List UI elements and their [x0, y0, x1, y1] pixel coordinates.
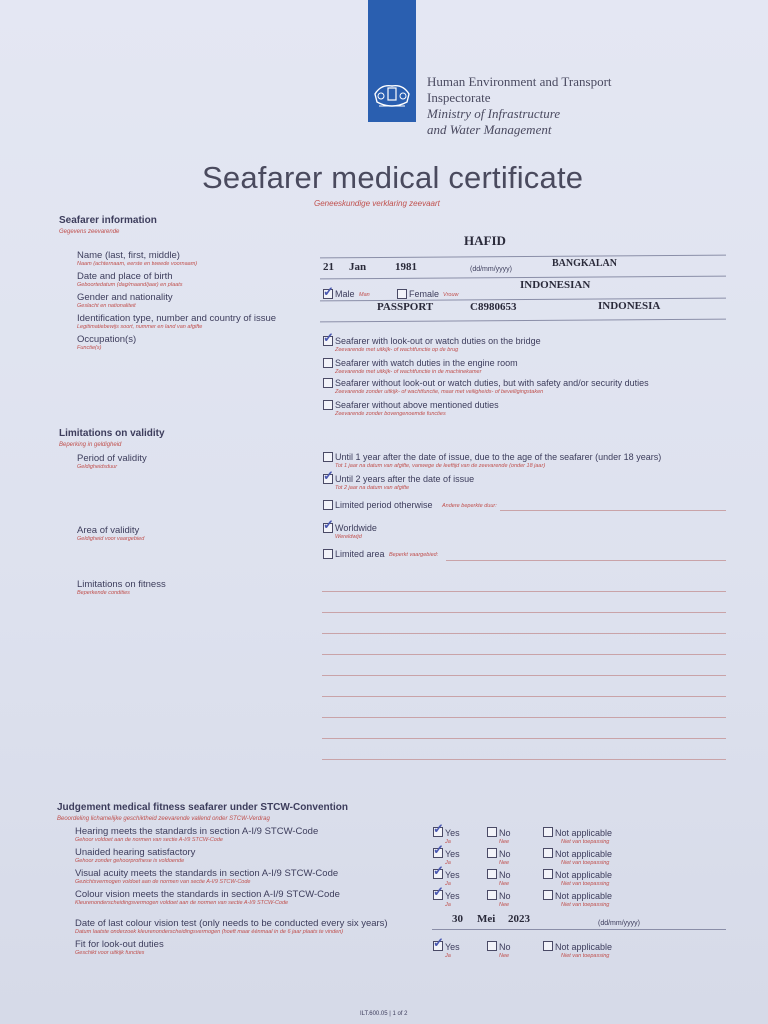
- id-label: Identification type, number and country of issue: [77, 313, 277, 324]
- colour-vision-na-label-nl: Niet van toepassing: [561, 902, 610, 908]
- visual-acuity-label-nl: Gezichtsvermogen voldoet aan de normen van sectie A-I/9 STCW-Code: [75, 879, 251, 885]
- checkmark-icon: ✓: [433, 935, 444, 950]
- lookout-label-nl: Geschikt voor uitkijk functies: [75, 950, 145, 956]
- area-label-nl: Geldigheid voor vaargebied: [77, 536, 145, 542]
- fitness-line[interactable]: [322, 759, 726, 760]
- limited-area-checkbox[interactable]: [323, 549, 333, 559]
- visual-acuity-na-checkbox[interactable]: [543, 869, 553, 879]
- colour-vision-no-label-nl: Nee: [499, 902, 510, 908]
- period-2-years-label: Until 2 years after the date of issue: [335, 474, 475, 484]
- colour-test-month[interactable]: Mei: [477, 913, 496, 925]
- gender-label-nl: Geslacht en nationaliteit: [77, 303, 136, 309]
- page-subtitle: Geneeskundige verklaring zeevaart: [314, 199, 440, 208]
- male-option-label-nl: Man: [359, 292, 370, 298]
- hearing-yes-label-nl: Ja: [445, 839, 451, 845]
- lookout-no-label-nl: Nee: [499, 953, 510, 959]
- colour-vision-no-label: No: [499, 891, 511, 901]
- checkmark-icon: ✓: [323, 284, 334, 299]
- colour-test-year[interactable]: 2023: [508, 913, 530, 925]
- limited-period-checkbox[interactable]: [323, 500, 333, 510]
- lookout-no-label: No: [499, 942, 511, 952]
- unaided-hearing-no-label: No: [499, 849, 511, 859]
- lookout-no-checkbox[interactable]: [487, 941, 497, 951]
- hearing-na-label-nl: Niet van toepassing: [561, 839, 610, 845]
- page-title: Seafarer medical certificate: [202, 160, 584, 195]
- colour-test-date-format-hint: (dd/mm/yyyy): [598, 920, 640, 927]
- occupation-bridge-label-nl: Zeevarende met uitkijk- of wachtfunctie op de brug: [335, 347, 459, 353]
- lookout-yes-label-nl: Ja: [445, 953, 451, 959]
- lookout-yes-label: Yes: [445, 942, 460, 952]
- dob-label: Date and place of birth: [77, 271, 173, 282]
- period-1-year-label-nl: Tot 1 jaar na datum van afgifte, vanwege de leeftijd van de zeevarende (onder 18 jaar): [335, 463, 546, 469]
- occupation-label-nl: Functie(s): [77, 345, 102, 351]
- org-line-4: and Water Management: [427, 122, 552, 137]
- id-field-line: [320, 319, 726, 323]
- dob-month[interactable]: Jan: [349, 261, 367, 273]
- visual-acuity-na-label-nl: Niet van toepassing: [561, 881, 610, 887]
- checkmark-icon: ✓: [323, 517, 334, 532]
- period-label-nl: Geldigheidsduur: [77, 464, 118, 470]
- limited-period-label-nl: Andere beperkte duur:: [442, 503, 497, 509]
- colour-vision-na-label: Not applicable: [555, 891, 613, 901]
- hearing-label: Hearing meets the standards in section A-I/9 STCW-Code: [75, 826, 319, 837]
- checkmark-icon: ✓: [323, 330, 334, 345]
- org-line-1: Human Environment and Transport: [427, 74, 612, 89]
- checkmark-icon: ✓: [433, 821, 444, 836]
- hearing-no-checkbox[interactable]: [487, 827, 497, 837]
- lookout-na-checkbox[interactable]: [543, 941, 553, 951]
- id-type-value[interactable]: PASSPORT: [377, 301, 434, 313]
- dob-label-nl: Geboortedatum (dag/maand/jaar) en plaats: [77, 282, 183, 288]
- checkmark-icon: ✓: [433, 842, 444, 857]
- unaided-hearing-yes-label-nl: Ja: [445, 860, 451, 866]
- female-option-label-nl: Vrouw: [443, 292, 459, 298]
- occupation-engine-label: Seafarer with watch duties in the engine room: [335, 358, 518, 368]
- fitness-line[interactable]: [322, 696, 726, 697]
- limited-period-label: Limited period otherwise: [335, 500, 433, 510]
- hearing-label-nl: Gehoor voldoet aan de normen van sectie A-I/9 STCW-Code: [75, 837, 223, 843]
- unaided-hearing-no-label-nl: Nee: [499, 860, 510, 866]
- lookout-na-label: Not applicable: [555, 942, 613, 952]
- judgement-heading-nl: Beoordeling lichamelijke geschiktheid zeevarende vallend onder STCW-Verdrag: [57, 816, 270, 822]
- unaided-hearing-yes-label: Yes: [445, 849, 460, 859]
- visual-acuity-label: Visual acuity meets the standards in section A-I/9 STCW-Code: [75, 868, 339, 879]
- gender-label: Gender and nationality: [77, 292, 173, 303]
- occupation-none-label: Seafarer without above mentioned duties: [335, 400, 499, 410]
- period-label: Period of validity: [77, 453, 147, 464]
- colour-test-date-label-nl: Datum laatste onderzoek kleurenonderscheidingsvermogen (hoeft maar éénmaal in de 6 jaar plaats te vinden): [75, 929, 344, 935]
- occupation-safety-label: Seafarer without look-out or watch duties, but with safety and/or security duties: [335, 378, 649, 388]
- name-value[interactable]: HAFID: [464, 233, 506, 248]
- visual-acuity-no-label: No: [499, 870, 511, 880]
- colour-vision-yes-label: Yes: [445, 891, 460, 901]
- worldwide-label: Worldwide: [335, 523, 377, 533]
- dob-format-hint: (dd/mm/yyyy): [470, 266, 512, 273]
- occupation-safety-checkbox[interactable]: [323, 378, 333, 388]
- female-option-label: Female: [409, 289, 440, 299]
- fitness-line[interactable]: [322, 612, 726, 613]
- male-option-label: Male: [335, 289, 355, 299]
- fitness-line[interactable]: [322, 738, 726, 739]
- colour-vision-na-checkbox[interactable]: [543, 890, 553, 900]
- visual-acuity-yes-label-nl: Ja: [445, 881, 451, 887]
- visual-acuity-no-checkbox[interactable]: [487, 869, 497, 879]
- hearing-na-label: Not applicable: [555, 828, 613, 838]
- visual-acuity-na-label: Not applicable: [555, 870, 613, 880]
- id-number-value[interactable]: C8980653: [470, 301, 517, 313]
- fitness-line[interactable]: [322, 633, 726, 634]
- fitness-line[interactable]: [322, 591, 726, 592]
- organisation-name: [427, 74, 612, 138]
- fitness-limitations-label: Limitations on fitness: [77, 579, 166, 590]
- unaided-hearing-na-label: Not applicable: [555, 849, 613, 859]
- org-line-3: Ministry of Infrastructure: [427, 106, 561, 121]
- occupation-none-checkbox[interactable]: [323, 400, 333, 410]
- occupation-none-label-nl: Zeevarende zonder bovengenoemde functies: [335, 411, 446, 417]
- coat-of-arms-icon: [371, 80, 413, 110]
- hearing-no-label-nl: Nee: [499, 839, 510, 845]
- seafarer-info-heading: Seafarer information: [59, 215, 157, 226]
- limited-area-line: [446, 560, 726, 561]
- occupation-label: Occupation(s): [77, 334, 137, 345]
- id-label-nl: Legitimatiebewijs soort, nummer en land van afgifte: [77, 324, 203, 330]
- occupation-bridge-label: Seafarer with look-out or watch duties on the bridge: [335, 336, 541, 346]
- occupation-safety-label-nl: Zeevarende zonder uitkijk- of wachtfunctie, maar met veiligheids- of beveiligingstaken: [335, 389, 544, 395]
- lookout-label: Fit for look-out duties: [75, 939, 164, 950]
- dob-day[interactable]: 21: [323, 261, 334, 273]
- page-footer: ILT.600.05 | 1 of 2: [360, 1011, 408, 1017]
- name-label-nl: Naam (achternaam, eerste en tweede voornaam): [77, 261, 198, 267]
- female-checkbox[interactable]: [397, 289, 407, 299]
- unaided-hearing-label-nl: Gehoor zonder gehoorprothese is voldoende: [75, 858, 185, 864]
- limitations-heading-nl: Beperking in geldigheid: [59, 442, 122, 448]
- hearing-yes-label: Yes: [445, 828, 460, 838]
- limitations-heading: Limitations on validity: [59, 428, 165, 439]
- limited-area-label: Limited area: [335, 549, 385, 559]
- occupation-engine-checkbox[interactable]: [323, 358, 333, 368]
- fitness-line[interactable]: [322, 717, 726, 718]
- colour-vision-no-checkbox[interactable]: [487, 890, 497, 900]
- colour-test-day[interactable]: 30: [452, 913, 463, 925]
- colour-vision-label-nl: Kleurenonderscheidingsvermogen voldoet aan de normen van sectie A-I/9 STCW-Code: [75, 900, 289, 906]
- org-line-2: Inspectorate: [427, 90, 491, 105]
- occupation-engine-label-nl: Zeevarende met uitkijk- of wachtfunctie in de machinekamer: [335, 369, 482, 375]
- fitness-line[interactable]: [322, 675, 726, 676]
- limited-area-label-nl: Beperkt vaargebied:: [389, 552, 439, 558]
- lookout-na-label-nl: Niet van toepassing: [561, 953, 610, 959]
- colour-vision-yes-label-nl: Ja: [445, 902, 451, 908]
- name-label: Name (last, first, middle): [77, 250, 180, 261]
- hearing-no-label: No: [499, 828, 511, 838]
- limited-period-line: [500, 510, 726, 511]
- fitness-line[interactable]: [322, 654, 726, 655]
- colour-test-date-line: [432, 929, 726, 930]
- judgement-heading: Judgement medical fitness seafarer under STCW-Convention: [57, 802, 348, 813]
- fitness-limitations-label-nl: Beperkende condities: [77, 590, 130, 596]
- unaided-hearing-na-checkbox[interactable]: [543, 848, 553, 858]
- birth-place-value[interactable]: BANGKALAN: [552, 258, 618, 269]
- dob-year[interactable]: 1981: [395, 261, 417, 273]
- period-1-year-label: Until 1 year after the date of issue, due to the age of the seafarer (under 18 years): [335, 452, 662, 462]
- visual-acuity-yes-label: Yes: [445, 870, 460, 880]
- unaided-hearing-na-label-nl: Niet van toepassing: [561, 860, 610, 866]
- name-field-line: [320, 255, 726, 259]
- unaided-hearing-no-checkbox[interactable]: [487, 848, 497, 858]
- seafarer-info-heading-nl: Gegevens zeevarende: [59, 229, 120, 235]
- id-country-value[interactable]: INDONESIA: [598, 300, 661, 312]
- nationality-value[interactable]: INDONESIAN: [520, 279, 591, 291]
- colour-test-date-label: Date of last colour vision test (only needs to be conducted every six years): [75, 918, 388, 929]
- area-label: Area of validity: [77, 525, 140, 536]
- unaided-hearing-label: Unaided hearing satisfactory: [75, 847, 196, 858]
- hearing-na-checkbox[interactable]: [543, 827, 553, 837]
- checkmark-icon: ✓: [433, 863, 444, 878]
- checkmark-icon: ✓: [433, 884, 444, 899]
- visual-acuity-no-label-nl: Nee: [499, 881, 510, 887]
- period-1-year-checkbox[interactable]: [323, 452, 333, 462]
- colour-vision-label: Colour vision meets the standards in section A-I/9 STCW-Code: [75, 889, 340, 900]
- worldwide-label-nl: Wereldwijd: [335, 534, 362, 540]
- period-2-years-label-nl: Tot 2 jaar na datum van afgifte: [335, 485, 410, 491]
- checkmark-icon: ✓: [323, 468, 334, 483]
